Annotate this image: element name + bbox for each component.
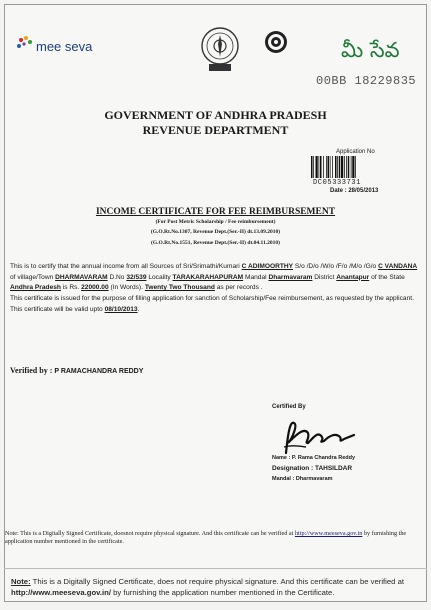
body-text: as per records . [216,284,263,291]
body-text: . [137,305,140,313]
body-text: District [314,273,335,281]
certificate-title: INCOME CERTIFICATE FOR FEE REIMBURSEMENT [95,207,336,217]
certified-by-label: Certified By [272,404,306,410]
application-date [330,188,378,194]
department-title: REVENUE DEPARTMENT [142,123,289,137]
outer-verification-note [11,576,425,598]
body-text: This is to certify that the annual income from all Sources of Sri/Srimathi/Kumari [10,263,240,270]
meeseva-logo-text: mee seva [36,39,93,54]
date-label: Date : [330,188,347,194]
government-order-2: (G.O.Rt.No.1551, Revenue Dept.(Ser.-II) dt.04.11.2010) [151,240,280,246]
verified-by-name: P RAMACHANDRA REDDY [54,368,144,375]
note-text: Note: This is a Digitally Signed Certificate, doesnot require physical signature. And this certificate can be verified at [5,530,294,537]
meeseva-logo-icon [14,34,36,56]
relation-name: C VANDANA [378,263,418,270]
certifier-name: Name : P. Rama Chandra Reddy [272,455,356,461]
body-text: This certificate is issued for the purpose of filling application for sanction of Scholarship/Fee reimbursement, as requested by the applicant. This certificate will be valid upto [10,295,414,313]
body-text: D.No [109,273,125,281]
government-title: GOVERNMENT OF ANDHRA PRADESH [104,108,327,122]
locality-name: TARAKARAHAPURAM [172,273,244,281]
telugu-logo-icon [335,30,415,68]
note-text: by furnishing the application number mentioned in the certificate. [5,530,407,545]
signature-image [278,413,358,457]
application-number-label: Application No [336,149,375,155]
income-amount-words: Twenty Two Thousand [144,284,215,291]
district-name: Anantapur [336,273,370,281]
certificate-body-paragraph [10,262,424,294]
government-order-1: (G.O.Rt.No.1307, Revenue Dept.(Ser.-II) dt.13.09.2010) [150,229,281,235]
date-value: 28/05/2013 [348,188,379,194]
body-text: Locality [148,273,171,281]
telugu-logo-text: మీ సేవ [341,38,400,62]
valid-upto-date: 08/10/2013 [104,305,138,313]
body-text: S/o /D/o /W/o /F/o /M/o /G/o [294,263,377,270]
income-amount: 22000.00 [81,284,109,291]
seal-icon [264,30,288,54]
verified-by [10,366,143,375]
certificate-subtitle: (For Post Metric Scholarship / Fee reimbursement) [155,219,276,225]
body-text: Mandal [244,273,267,281]
body-text: of village/Town [10,273,54,281]
meeseva-link[interactable]: http://www.meeseva.gov.in/ [11,588,111,597]
door-number: 32/539 [126,273,147,281]
village-name: DHARMAVARAM [55,273,108,281]
meeseva-link[interactable]: http://www.meeseva.gov.in [294,530,363,537]
body-text: is Rs. [62,284,80,291]
meeseva-logo [14,34,94,60]
certifier-designation: Designation : TAHSILDAR [272,465,353,472]
application-number: DC05333731 [313,179,362,187]
body-text: (In Words). [110,284,143,291]
note-text: by furnishing the application number mentioned in the Certificate. [113,588,335,597]
barcode-icon [311,156,377,178]
divider [4,568,427,569]
serial-number: 00BB 18229835 [316,74,417,88]
verified-by-label: Verified by : [10,366,53,375]
certifier-mandal: Mandal : Dharmavaram [272,476,333,482]
note-label: Note: [11,577,31,586]
body-text: of the State [371,273,405,281]
mandal-name: Dharmavaram [268,273,313,281]
inner-verification-note [5,530,423,546]
note-text: This is a Digitally Signed Certificate, does not require physical signature. And this certificate can be verified at [32,577,404,586]
certificate-purpose-paragraph [10,294,424,315]
state-emblem-icon [200,26,240,74]
applicant-name: C ADIMOORTHY [241,263,294,270]
state-name: Andhra Pradesh [10,284,61,291]
